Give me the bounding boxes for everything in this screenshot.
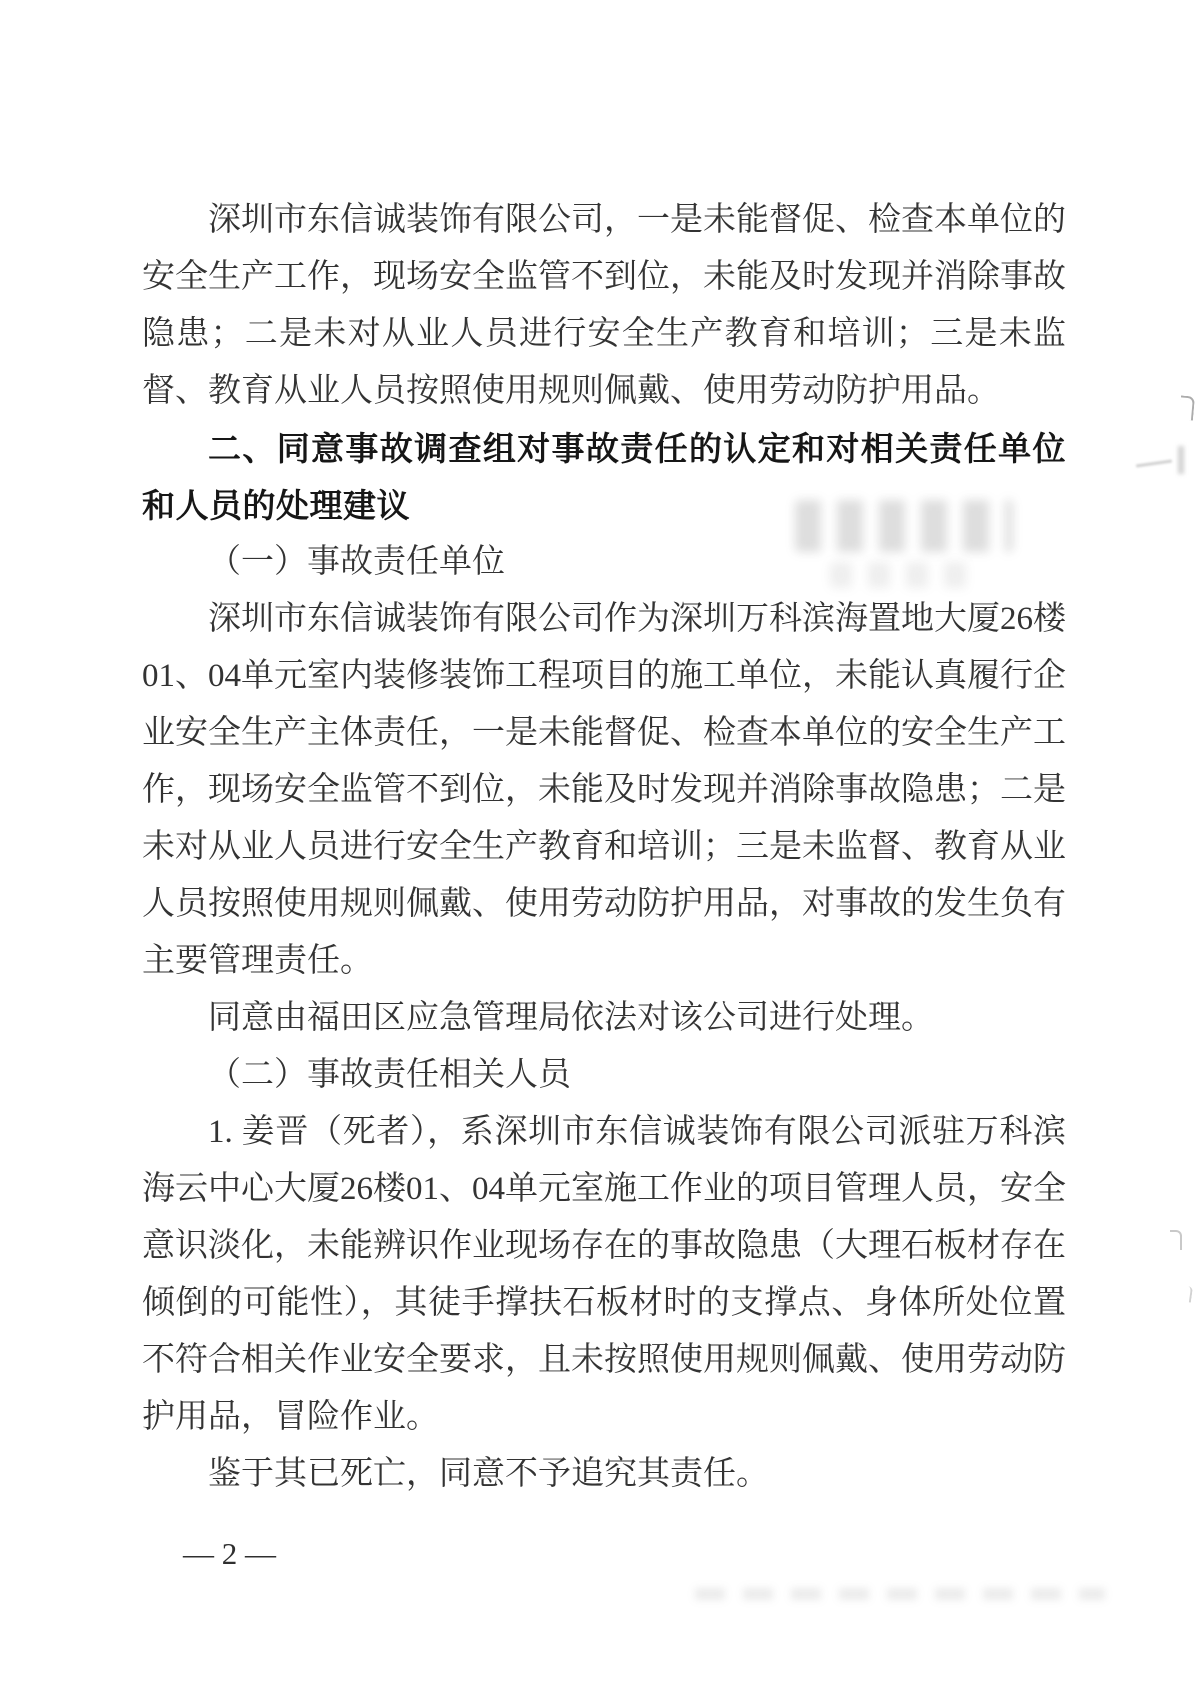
paragraph-person-1-detail: 1. 姜晋（死者），系深圳市东信诚装饰有限公司派驻万科滨海云中心大厦26楼01、04单元室施工作业的项目管理人员，安全意识淡化，未能辨识作业现场存在的事故隐患（大理石板材存在倾倒的可能性），其徒手撑扶石板材时的支撑点、身体所处位置不符合相关作业安全要求，且未按照使用规则佩戴、使用劳动防护用品，冒险作业。 [142, 1114, 1066, 1435]
bleed-through-artifact [830, 562, 970, 588]
scan-stray-mark [1181, 1285, 1193, 1302]
scan-stray-mark [1178, 446, 1184, 474]
paragraph-no-prosecution: 鉴于其已死亡，同意不予追究其责任。 [208, 1456, 769, 1492]
subsection-heading-responsible-persons: （二）事故责任相关人员 [208, 1057, 571, 1093]
paragraph-responsible-unit-detail: 深圳市东信诚装饰有限公司作为深圳万科滨海置地大厦26楼01、04单元室内装修装饰工程项目的施工单位，未能认真履行企业安全生产主体责任，一是未能督促、检查本单位的安全生产工作，现场安全监管不到位，未能及时发现并消除事故隐患；二是未对从业人员进行安全生产教育和培训；三是未监督、教育从业人员按照使用规则佩戴、使用劳动防护用品，对事故的发生负有主要管理责任。 [142, 601, 1066, 979]
section-heading-2: 二、同意事故调查组对事故责任的认定和对相关责任单位和人员的处理建议 [142, 430, 1066, 524]
scan-stray-mark [1170, 1230, 1182, 1250]
bleed-through-artifact [695, 1588, 1105, 1600]
scan-stray-mark [1136, 460, 1172, 468]
document-body [142, 192, 1066, 1503]
page-number: — 2 — [183, 1536, 276, 1571]
paragraph-handling-decision: 同意由福田区应急管理局依法对该公司进行处理。 [208, 1000, 934, 1036]
bleed-through-artifact [795, 500, 1013, 552]
subsection-heading-responsible-unit: （一）事故责任单位 [208, 544, 505, 580]
scan-stray-mark [1179, 395, 1195, 420]
paragraph-unit-fault-summary: 深圳市东信诚装饰有限公司，一是未能督促、检查本单位的安全生产工作，现场安全监管不到位，未能及时发现并消除事故隐患；二是未对从业人员进行安全生产教育和培训；三是未监督、教育从业人员按照使用规则佩戴、使用劳动防护用品。 [142, 202, 1066, 409]
